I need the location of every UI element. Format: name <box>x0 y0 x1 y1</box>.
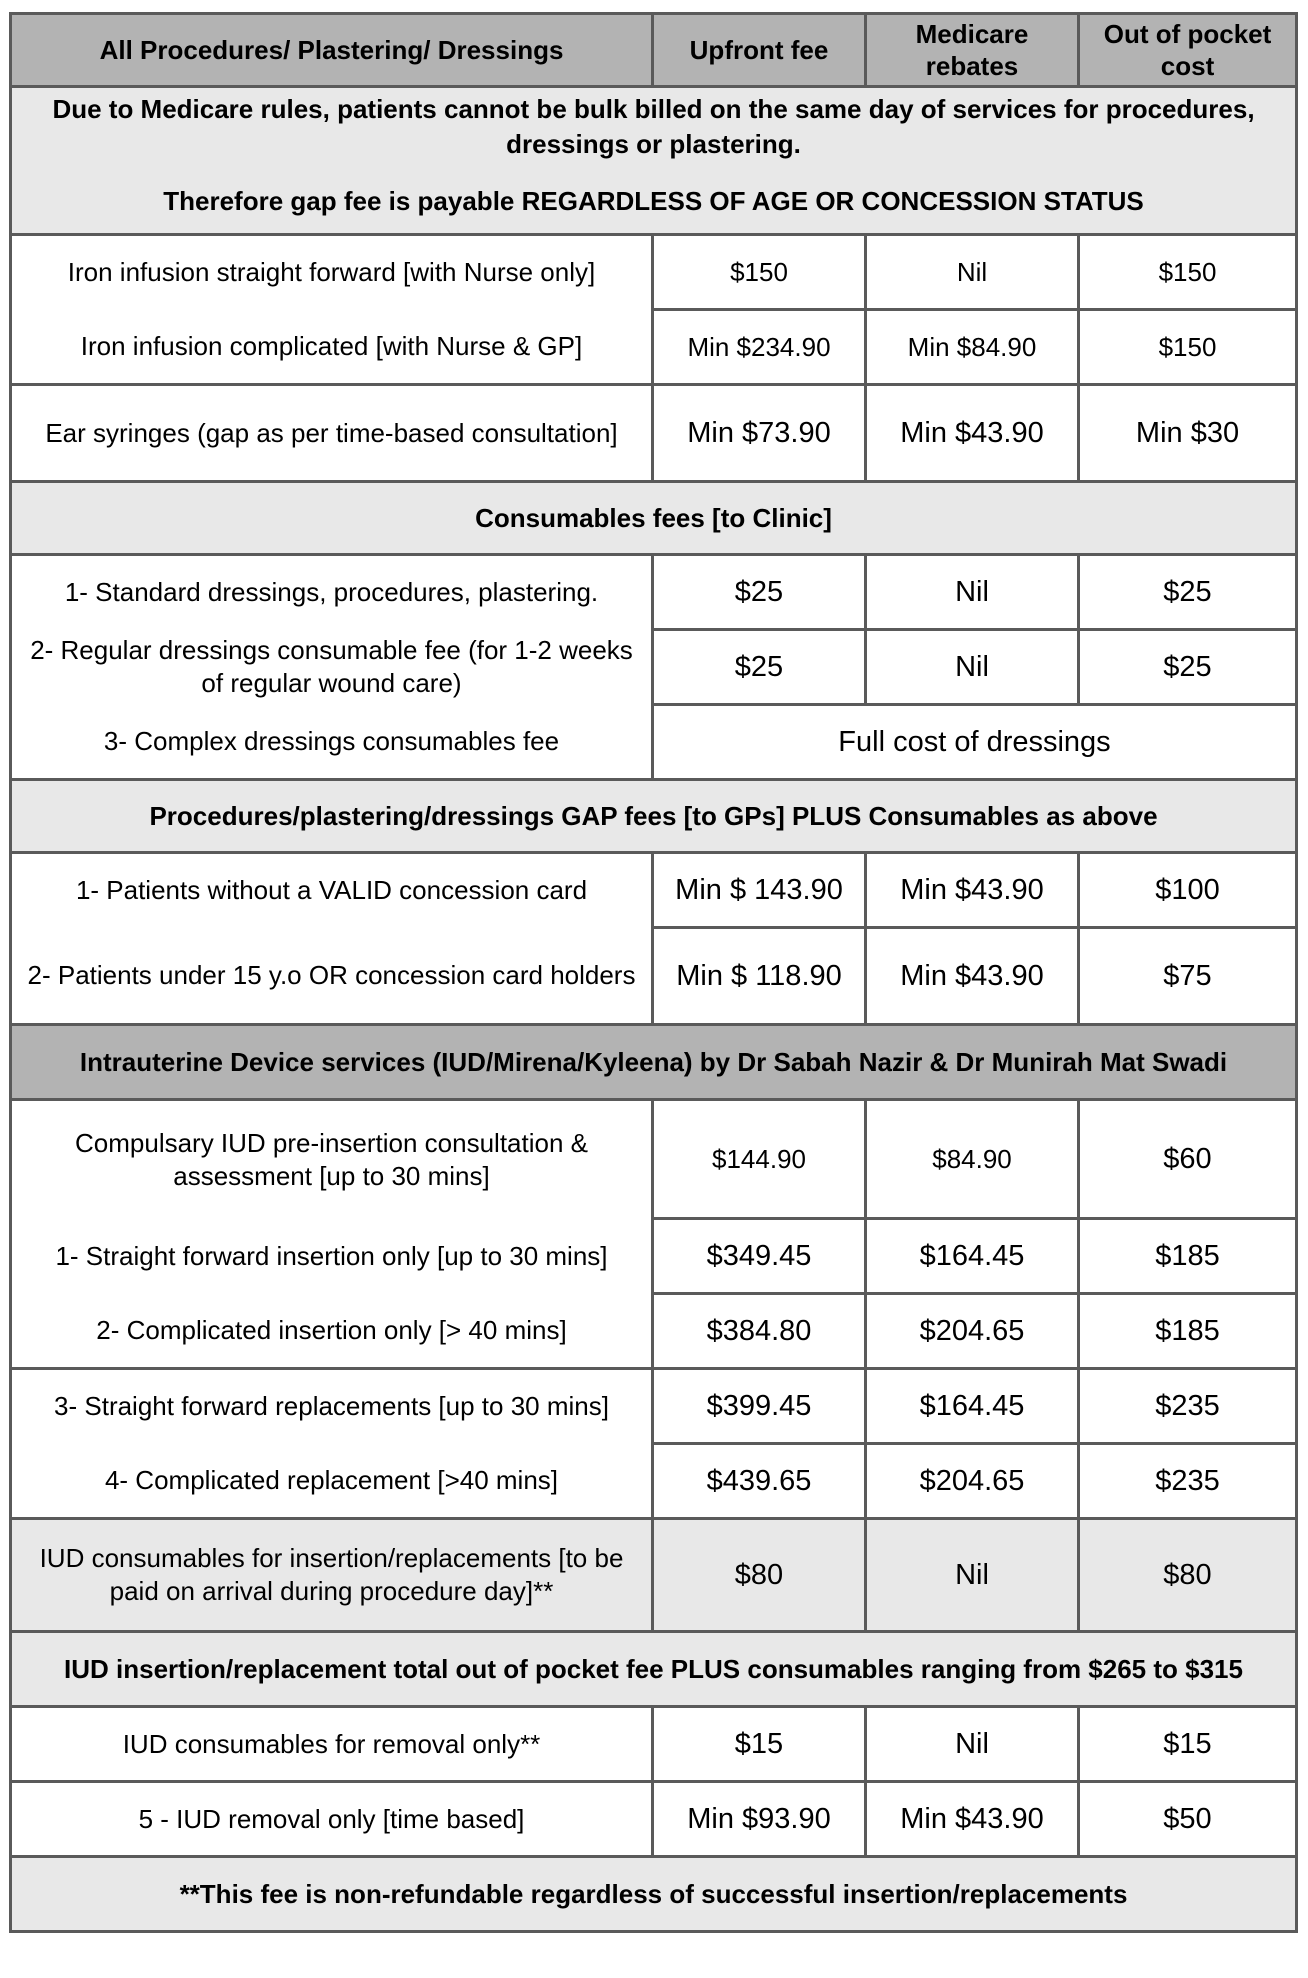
table-row <box>11 555 1297 630</box>
medicare-rebate: Min $43.90 <box>866 1782 1079 1857</box>
row-label: 1- Patients without a VALID concession card <box>11 853 653 928</box>
out-of-pocket: $100 <box>1079 853 1297 928</box>
medicare-rebate: $204.65 <box>866 1444 1079 1519</box>
upfront-fee: Min $ 118.90 <box>653 928 866 1025</box>
row-label: 1- Straight forward insertion only [up to 30 mins] <box>11 1219 653 1294</box>
row-label: 4- Complicated replacement [>40 mins] <box>11 1444 653 1519</box>
section-heading-row <box>11 1025 1297 1100</box>
row-label: 3- Straight forward replacements [up to 30 mins] <box>11 1369 653 1444</box>
upfront-fee: $150 <box>653 235 866 310</box>
upfront-fee: $25 <box>653 555 866 630</box>
medicare-rebate: Min $43.90 <box>866 853 1079 928</box>
consumables-title: Consumables fees [to Clinic] <box>11 482 1297 555</box>
table-row <box>11 385 1297 482</box>
table-row <box>11 1707 1297 1782</box>
table-row <box>11 928 1297 1025</box>
upfront-fee: $384.80 <box>653 1294 866 1369</box>
section-heading-row <box>11 780 1297 853</box>
upfront-fee: $25 <box>653 630 866 705</box>
fee-table <box>9 12 1298 1933</box>
out-of-pocket: $150 <box>1079 235 1297 310</box>
medicare-notice <box>11 87 1297 235</box>
row-label: Compulsary IUD pre-insertion consultation & assessment [up to 30 mins] <box>11 1100 653 1219</box>
medicare-rebate: Nil <box>866 1519 1079 1632</box>
row-label: IUD consumables for removal only** <box>11 1707 653 1782</box>
upfront-fee: Min $ 143.90 <box>653 853 866 928</box>
header-medicare-rebates: Medicare rebates <box>866 14 1079 87</box>
out-of-pocket: $60 <box>1079 1100 1297 1219</box>
row-label: 1- Standard dressings, procedures, plastering. <box>11 555 653 630</box>
header-procedures: All Procedures/ Plastering/ Dressings <box>11 14 653 87</box>
row-label: Ear syringes (gap as per time-based consultation] <box>11 385 653 482</box>
header-out-of-pocket: Out of pocket cost <box>1079 14 1297 87</box>
medicare-rebate: $84.90 <box>866 1100 1079 1219</box>
iud-services-title: Intrauterine Device services (IUD/Mirena/Kyleena) by Dr Sabah Nazir & Dr Munirah Mat Swadi <box>11 1025 1297 1100</box>
out-of-pocket: $75 <box>1079 928 1297 1025</box>
row-label: 3- Complex dressings consumables fee <box>11 705 653 780</box>
out-of-pocket: $80 <box>1079 1519 1297 1632</box>
out-of-pocket: $150 <box>1079 310 1297 385</box>
upfront-fee: Min $93.90 <box>653 1782 866 1857</box>
out-of-pocket: $15 <box>1079 1707 1297 1782</box>
fee-schedule <box>9 12 1295 1933</box>
medicare-rebate: Min $43.90 <box>866 385 1079 482</box>
row-label: Iron infusion straight forward [with Nurse only] <box>11 235 653 310</box>
out-of-pocket: $50 <box>1079 1782 1297 1857</box>
row-label: IUD consumables for insertion/replacements [to be paid on arrival during procedure day]** <box>11 1519 653 1632</box>
upfront-fee: Min $234.90 <box>653 310 866 385</box>
upfront-fee: Min $73.90 <box>653 385 866 482</box>
table-row <box>11 1369 1297 1444</box>
row-label: 2- Patients under 15 y.o OR concession card holders <box>11 928 653 1025</box>
upfront-fee: $349.45 <box>653 1219 866 1294</box>
medicare-rebate: Nil <box>866 1707 1079 1782</box>
row-label: 2- Complicated insertion only [> 40 mins] <box>11 1294 653 1369</box>
table-row <box>11 1782 1297 1857</box>
out-of-pocket: $185 <box>1079 1219 1297 1294</box>
row-label: Iron infusion complicated [with Nurse & GP] <box>11 310 653 385</box>
medicare-rebate: $164.45 <box>866 1219 1079 1294</box>
out-of-pocket: $25 <box>1079 555 1297 630</box>
table-header-row <box>11 14 1297 87</box>
notice-line-1: Due to Medicare rules, patients cannot be bulk billed on the same day of services for procedures, dressings or plastering. <box>52 94 1255 159</box>
medicare-notice-row <box>11 87 1297 235</box>
medicare-rebate: Min $84.90 <box>866 310 1079 385</box>
out-of-pocket: Min $30 <box>1079 385 1297 482</box>
medicare-rebate: Nil <box>866 630 1079 705</box>
upfront-fee: $15 <box>653 1707 866 1782</box>
table-row <box>11 310 1297 385</box>
table-row <box>11 705 1297 780</box>
section-heading-row <box>11 1632 1297 1707</box>
notice-line-2: Therefore gap fee is payable REGARDLESS OF AGE OR CONCESSION STATUS <box>163 186 1144 216</box>
upfront-fee: $80 <box>653 1519 866 1632</box>
table-row <box>11 1219 1297 1294</box>
medicare-rebate: $204.65 <box>866 1294 1079 1369</box>
upfront-fee: $144.90 <box>653 1100 866 1219</box>
medicare-rebate: Nil <box>866 555 1079 630</box>
table-row <box>11 1294 1297 1369</box>
out-of-pocket: $235 <box>1079 1369 1297 1444</box>
section-heading-row <box>11 1857 1297 1932</box>
table-row <box>11 1519 1297 1632</box>
table-row <box>11 1100 1297 1219</box>
table-row <box>11 1444 1297 1519</box>
upfront-fee: $439.65 <box>653 1444 866 1519</box>
header-upfront-fee: Upfront fee <box>653 14 866 87</box>
non-refundable-footnote: **This fee is non-refundable regardless of successful insertion/replacements <box>11 1857 1297 1932</box>
row-label: 5 - IUD removal only [time based] <box>11 1782 653 1857</box>
out-of-pocket: $185 <box>1079 1294 1297 1369</box>
complex-dressings-cost: Full cost of dressings <box>653 705 1297 780</box>
table-row <box>11 630 1297 705</box>
out-of-pocket: $235 <box>1079 1444 1297 1519</box>
upfront-fee: $399.45 <box>653 1369 866 1444</box>
gap-fees-title: Procedures/plastering/dressings GAP fees [to GPs] PLUS Consumables as above <box>11 780 1297 853</box>
table-row <box>11 853 1297 928</box>
medicare-rebate: Min $43.90 <box>866 928 1079 1025</box>
section-heading-row <box>11 482 1297 555</box>
row-label: 2- Regular dressings consumable fee (for 1-2 weeks of regular wound care) <box>11 630 653 705</box>
medicare-rebate: $164.45 <box>866 1369 1079 1444</box>
out-of-pocket: $25 <box>1079 630 1297 705</box>
medicare-rebate: Nil <box>866 235 1079 310</box>
table-row <box>11 235 1297 310</box>
iud-total-note: IUD insertion/replacement total out of pocket fee PLUS consumables ranging from $265 to $315 <box>11 1632 1297 1707</box>
